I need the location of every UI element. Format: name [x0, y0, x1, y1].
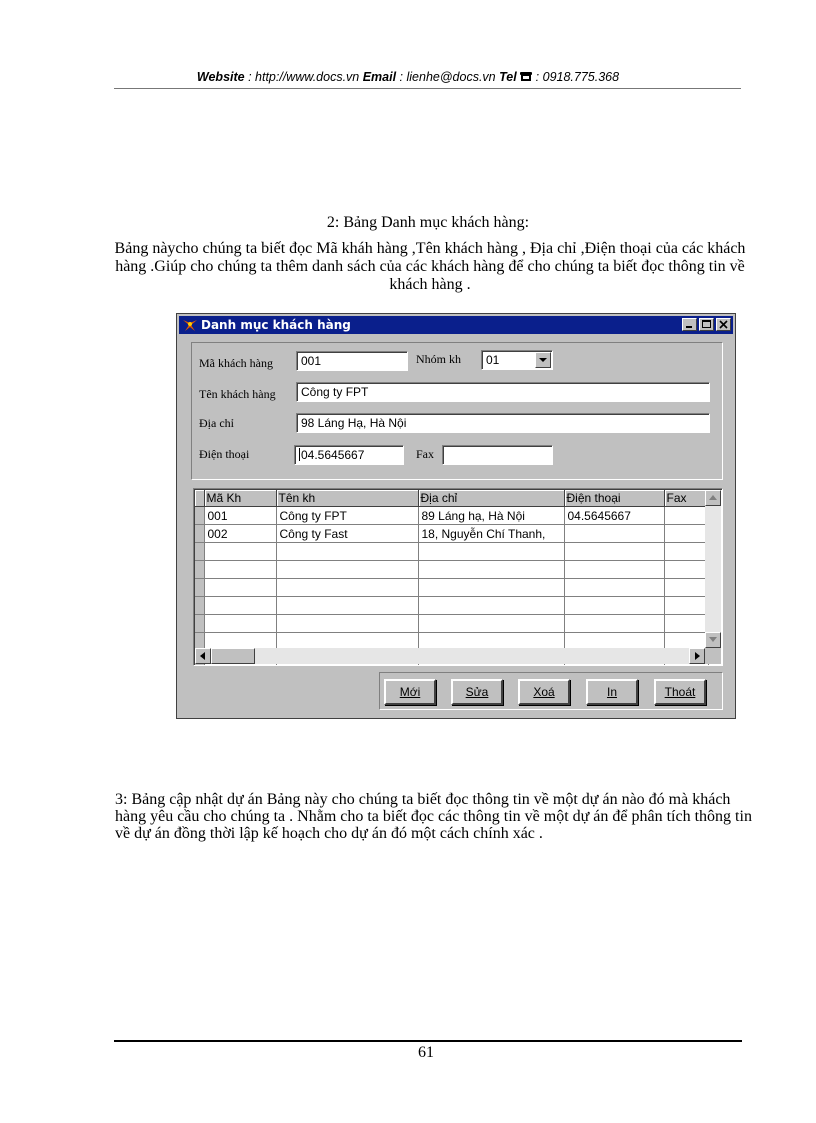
header-rule [114, 88, 741, 89]
table-row-empty[interactable] [195, 579, 708, 597]
arrow-left-icon [200, 652, 205, 660]
section-2-paragraph: Bảng nàycho chúng ta biết đọc Mã kháh hàng ,Tên khách hàng , Địa chỉ ,Điện thoại của các khách hàng .Giúp cho chúng ta thêm danh sách của các khách hàng để cho chúng ta biết đọc thông tin về khách hàng . [114, 240, 746, 293]
scroll-down-button[interactable] [705, 632, 721, 648]
tel-value: : 0918.775.368 [532, 70, 620, 84]
nhom-kh-dropdown-button[interactable] [535, 352, 551, 368]
scroll-right-button[interactable] [689, 648, 705, 664]
nhom-kh-select[interactable] [481, 350, 553, 370]
column-header[interactable]: Mã Kh [204, 490, 276, 507]
page-number: 61 [418, 1044, 434, 1061]
scroll-up-button[interactable] [705, 490, 721, 506]
fax-input[interactable] [442, 445, 553, 465]
scrollbar-corner [705, 648, 721, 664]
fax-label: Fax [416, 447, 434, 461]
print-button[interactable]: In [586, 679, 638, 705]
table-cell[interactable] [564, 525, 664, 543]
column-header[interactable]: Tên kh [276, 490, 418, 507]
maximize-button[interactable] [699, 318, 714, 331]
customer-grid[interactable] [193, 488, 723, 666]
ten-kh-input[interactable]: Công ty FPT [296, 382, 710, 402]
arrow-up-icon [709, 495, 717, 500]
dien-thoai-input[interactable] [294, 445, 404, 465]
table-cell[interactable]: Công ty FPT [276, 507, 418, 525]
ma-kh-label: Mã khách hàng [199, 356, 273, 370]
window-titlebar[interactable] [179, 316, 733, 334]
footer-rule [114, 1040, 742, 1042]
tel-label: Tel [499, 70, 517, 84]
phone-icon [520, 71, 532, 82]
dien-thoai-label: Điện thoại [199, 447, 250, 461]
table-cell[interactable]: 002 [204, 525, 276, 543]
page-header [0, 70, 816, 84]
window-title: Danh mục khách hàng [201, 318, 351, 332]
customer-list-window [176, 313, 736, 719]
close-icon [717, 319, 730, 330]
dia-chi-label: Địa chỉ [199, 416, 234, 430]
column-header[interactable]: Điện thoại [564, 490, 664, 507]
delete-button[interactable]: Xoá [518, 679, 570, 705]
button-bar [379, 672, 723, 710]
new-button[interactable]: Mới [384, 679, 436, 705]
table-cell[interactable]: 18, Nguyễn Chí Thanh, [418, 525, 564, 543]
dien-thoai-value: 04.5645667 [301, 448, 365, 462]
minimize-button[interactable] [682, 318, 697, 331]
chevron-down-icon [539, 358, 547, 362]
table-row-empty[interactable] [195, 615, 708, 633]
column-header[interactable]: Địa chỉ [418, 490, 564, 507]
edit-button[interactable]: Sửa [451, 679, 503, 705]
scroll-left-button[interactable] [195, 648, 211, 664]
website-label: Website [196, 70, 245, 84]
arrow-right-icon [695, 652, 700, 660]
table-cell[interactable]: Công ty Fast [276, 525, 418, 543]
arrow-down-icon [709, 637, 717, 642]
table-cell[interactable]: 89 Láng hạ, Hà Nội [418, 507, 564, 525]
table-row-empty[interactable] [195, 597, 708, 615]
column-header[interactable]: Fax [664, 490, 708, 507]
table-cell[interactable]: 04.5645667 [564, 507, 664, 525]
horizontal-scrollbar[interactable] [195, 648, 705, 664]
ten-kh-label: Tên khách hàng [199, 387, 276, 401]
customer-table [195, 490, 709, 666]
scroll-thumb[interactable] [211, 648, 255, 664]
dia-chi-input[interactable]: 98 Láng Hạ, Hà Nội [296, 413, 710, 433]
row-indicator[interactable] [195, 525, 204, 543]
table-cell[interactable]: 001 [204, 507, 276, 525]
table-row[interactable] [195, 525, 708, 543]
ma-kh-input[interactable]: 001 [296, 351, 408, 371]
table-row[interactable] [195, 507, 708, 525]
email-value: : lienhe@docs.vn [396, 70, 500, 84]
grid-header-row [195, 490, 708, 507]
app-icon [182, 317, 198, 333]
row-indicator-header [195, 490, 204, 507]
nhom-kh-label: Nhóm kh [416, 352, 461, 366]
maximize-icon [700, 319, 713, 330]
minimize-icon [683, 319, 696, 330]
close-button[interactable] [716, 318, 731, 331]
email-label: Email [362, 70, 397, 84]
row-indicator[interactable] [195, 507, 204, 525]
nhom-kh-value: 01 [486, 353, 500, 367]
table-row-empty[interactable] [195, 543, 708, 561]
section-3-paragraph: 3: Bảng cập nhật dự án Bảng này cho chúng ta biết đọc thông tin về một dự án nào đó mà khách hàng yêu cầu cho chúng ta . Nhằm cho ta biết đọc các thông tin về một dự án để phân tích thông tin về dự án đồng thời lập kế hoạch cho dự án đó một cách chính xác . [115, 791, 752, 842]
table-cell[interactable] [664, 507, 708, 525]
exit-button[interactable]: Thoát [654, 679, 706, 705]
section-2-title: 2: Bảng Danh mục khách hàng: [326, 214, 530, 231]
vertical-scrollbar[interactable] [705, 490, 721, 648]
table-row-empty[interactable] [195, 561, 708, 579]
table-cell[interactable] [664, 525, 708, 543]
website-value: : http://www.docs.vn [244, 70, 363, 84]
text-caret [299, 448, 300, 461]
